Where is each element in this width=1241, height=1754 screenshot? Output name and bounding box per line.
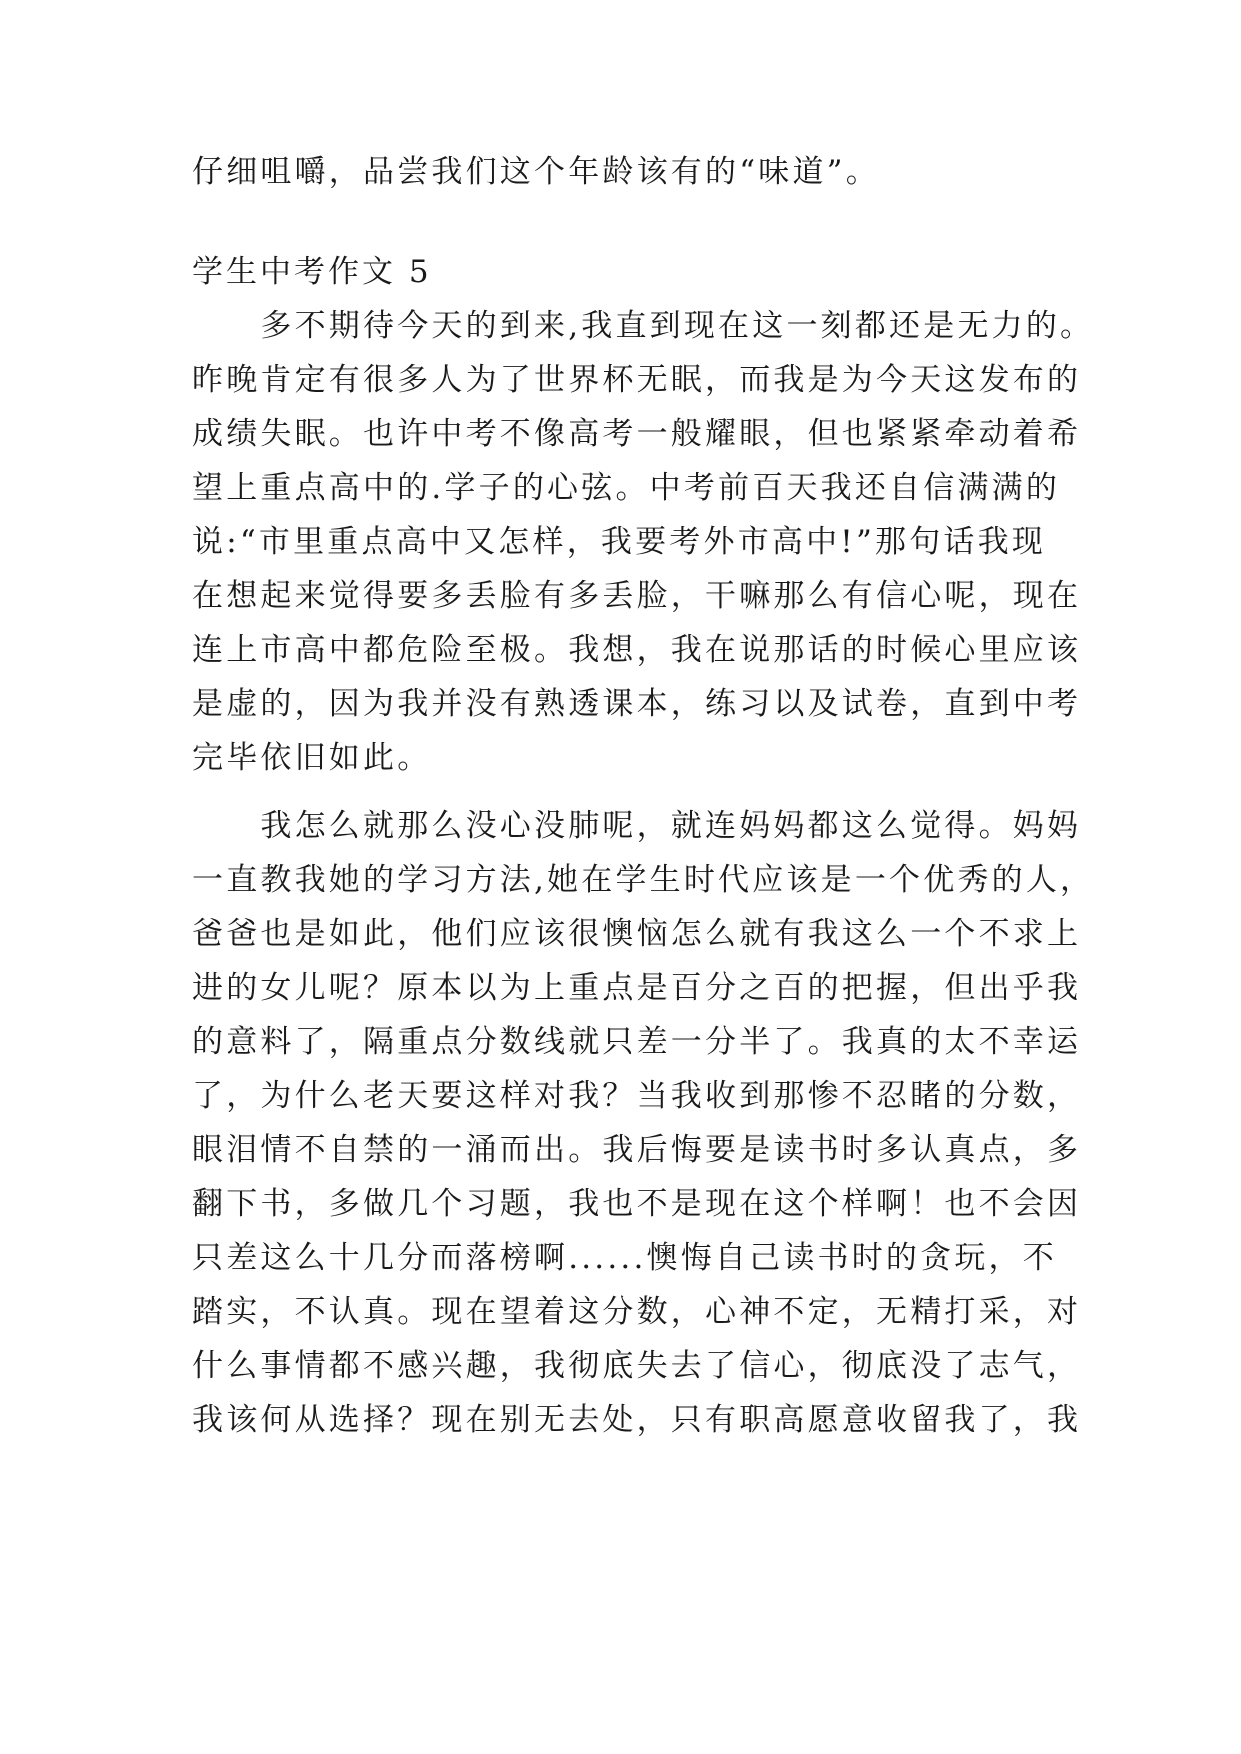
paragraph-2-line: 我怎么就那么没心没肺呢，就连妈妈都这么觉得。妈妈 (192, 808, 1082, 844)
paragraph-2-line: 翻下书，多做几个习题，我也不是现在这个样啊！也不会因 (192, 1186, 1082, 1222)
paragraph-2-line: 眼泪情不自禁的一涌而出。我后悔要是读书时多认真点，多 (192, 1132, 1082, 1168)
paragraph-1-line: 完毕依旧如此。 (192, 740, 432, 776)
paragraph-2-line: 只差这么十几分而落榜啊......懊悔自己读书时的贪玩，不 (192, 1240, 1057, 1276)
paragraph-2-line: 一直教我她的学习方法,她在学生时代应该是一个优秀的人， (192, 862, 1095, 898)
paragraph-2-line: 什么事情都不感兴趣，我彻底失去了信心，彻底没了志气， (192, 1348, 1082, 1384)
paragraph-2-line: 爸爸也是如此，他们应该很懊恼怎么就有我这么一个不求上 (192, 916, 1082, 952)
paragraph-1-line: 连上市高中都危险至极。我想，我在说那话的时候心里应该 (192, 632, 1082, 668)
continuation-line: 仔细咀嚼，品尝我们这个年龄该有的“味道”。 (192, 154, 880, 190)
paragraph-2-line: 的意料了，隔重点分数线就只差一分半了。我真的太不幸运 (192, 1024, 1082, 1060)
paragraph-2-line: 踏实，不认真。现在望着这分数，心神不定，无精打采，对 (192, 1294, 1082, 1330)
paragraph-1-line: 是虚的，因为我并没有熟透课本，练习以及试卷，直到中考 (192, 686, 1082, 722)
section-title: 学生中考作文 5 (192, 254, 432, 290)
paragraph-1-line: 说:“市里重点高中又怎样，我要考外市高中!”那句话我现 (192, 524, 1046, 560)
paragraph-1-line: 多不期待今天的到来,我直到现在这一刻都还是无力的。 (192, 308, 1095, 344)
paragraph-1-line: 昨晚肯定有很多人为了世界杯无眠，而我是为今天这发布的 (192, 362, 1082, 398)
paragraph-2-line: 进的女儿呢？原本以为上重点是百分之百的把握，但出乎我 (192, 970, 1082, 1006)
paragraph-1-line: 在想起来觉得要多丢脸有多丢脸，干嘛那么有信心呢，现在 (192, 578, 1082, 614)
paragraph-1-line: 成绩失眠。也许中考不像高考一般耀眼，但也紧紧牵动着希 (192, 416, 1082, 452)
paragraph-2-line: 我该何从选择？现在别无去处，只有职高愿意收留我了，我 (192, 1402, 1082, 1438)
paragraph-2-line: 了，为什么老天要这样对我？当我收到那惨不忍睹的分数， (192, 1078, 1082, 1114)
paragraph-1-line: 望上重点高中的.学子的心弦。中考前百天我还自信满满的 (192, 470, 1061, 506)
